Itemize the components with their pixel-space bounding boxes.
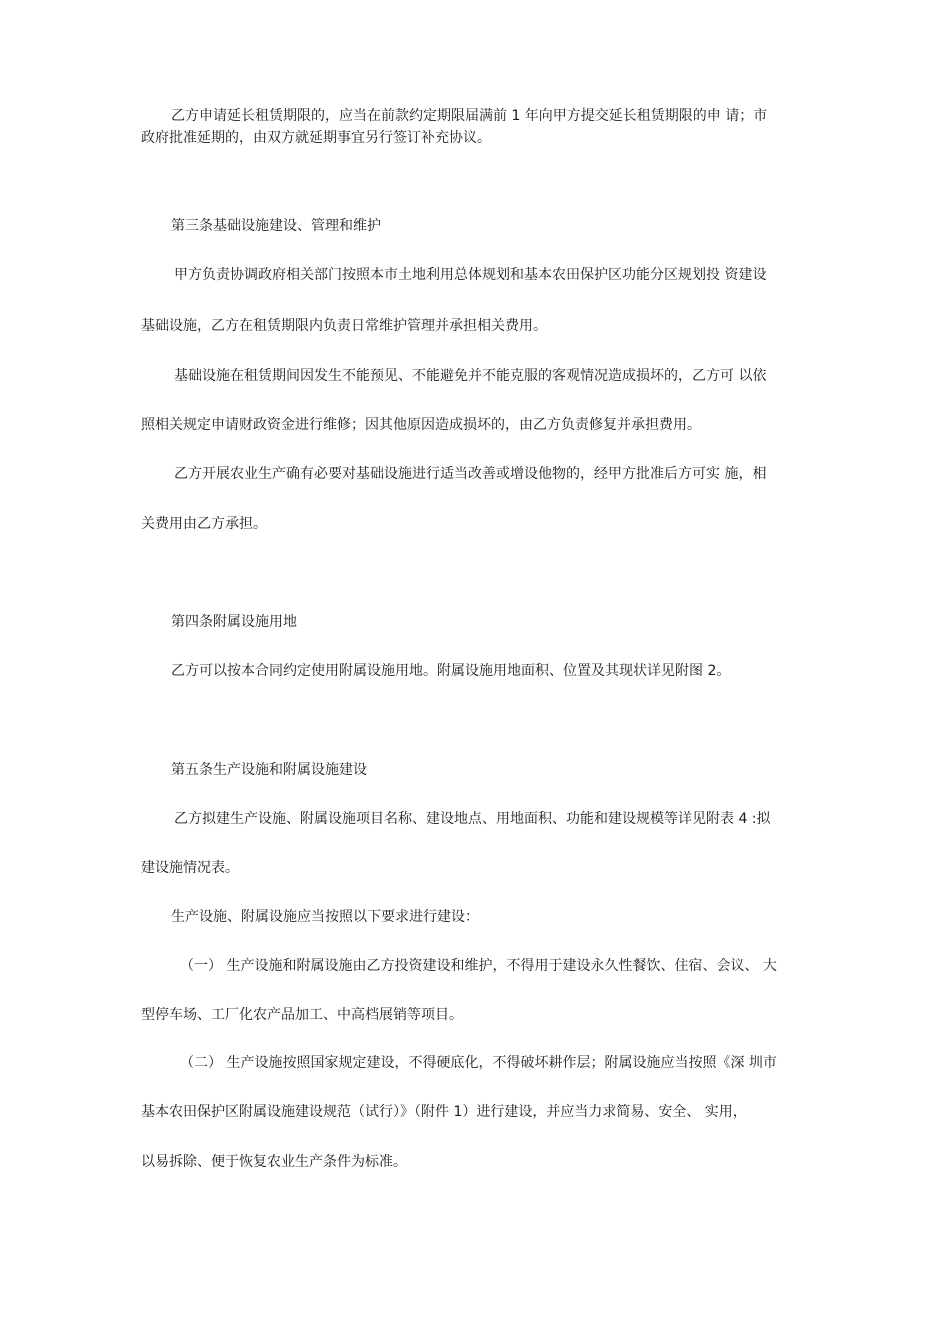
paragraph-line: 建设施情况表。 [141, 860, 239, 876]
paragraph-line: 关费用由乙方承担。 [141, 516, 267, 532]
paragraph-line: 照相关规定申请财政资金进行维修；因其他原因造成损坏的，由乙方负责修复并承担费用。 [141, 417, 701, 433]
list-item-line: （一） 生产设施和附属设施由乙方投资建设和维护，不得用于建设永久性餐饮、住宿、会议、 大 [180, 958, 777, 974]
paragraph-line: 生产设施、附属设施应当按照以下要求进行建设： [171, 909, 479, 925]
paragraph-line: 政府批准延期的，由双方就延期事宜另行签订补充协议。 [141, 130, 491, 146]
section-heading-article-3: 第三条基础设施建设、管理和维护 [171, 218, 381, 234]
paragraph-line: 乙方可以按本合同约定使用附属设施用地。附属设施用地面积、位置及其现状详见附图 2。 [171, 663, 731, 679]
list-item-line: 基本农田保护区附属设施建设规范（试行）》（附件 1）进行建设，并应当力求简易、安全、 实用， [141, 1104, 747, 1120]
section-heading-article-5: 第五条生产设施和附属设施建设 [171, 762, 367, 778]
section-heading-article-4: 第四条附属设施用地 [171, 614, 297, 630]
paragraph-line: 基础设施在租赁期间因发生不能预见、不能避免并不能克服的客观情况造成损坏的，乙方可 以依 [174, 368, 767, 384]
paragraph-line: 乙方开展农业生产确有必要对基础设施进行适当改善或增设他物的，经甲方批准后方可实 施，相 [174, 466, 767, 482]
list-item-line: （二） 生产设施按照国家规定建设，不得硬底化，不得破坏耕作层；附属设施应当按照《深 圳市 [180, 1055, 777, 1071]
paragraph-line: 基础设施，乙方在租赁期限内负责日常维护管理并承担相关费用。 [141, 318, 547, 334]
paragraph-line: 乙方拟建生产设施、附属设施项目名称、建设地点、用地面积、功能和建设规模等详见附表 4 :拟 [174, 811, 771, 827]
paragraph-line: 乙方申请延长租赁期限的，应当在前款约定期限届满前 1 年向甲方提交延长租赁期限的申 请；市 [171, 108, 768, 124]
list-item-line: 以易拆除、便于恢复农业生产条件为标准。 [141, 1154, 407, 1170]
list-item-line: 型停车场、工厂化农产品加工、中高档展销等项目。 [141, 1007, 463, 1023]
paragraph-line: 甲方负责协调政府相关部门按照本市土地利用总体规划和基本农田保护区功能分区规划投 资建设 [174, 267, 767, 283]
